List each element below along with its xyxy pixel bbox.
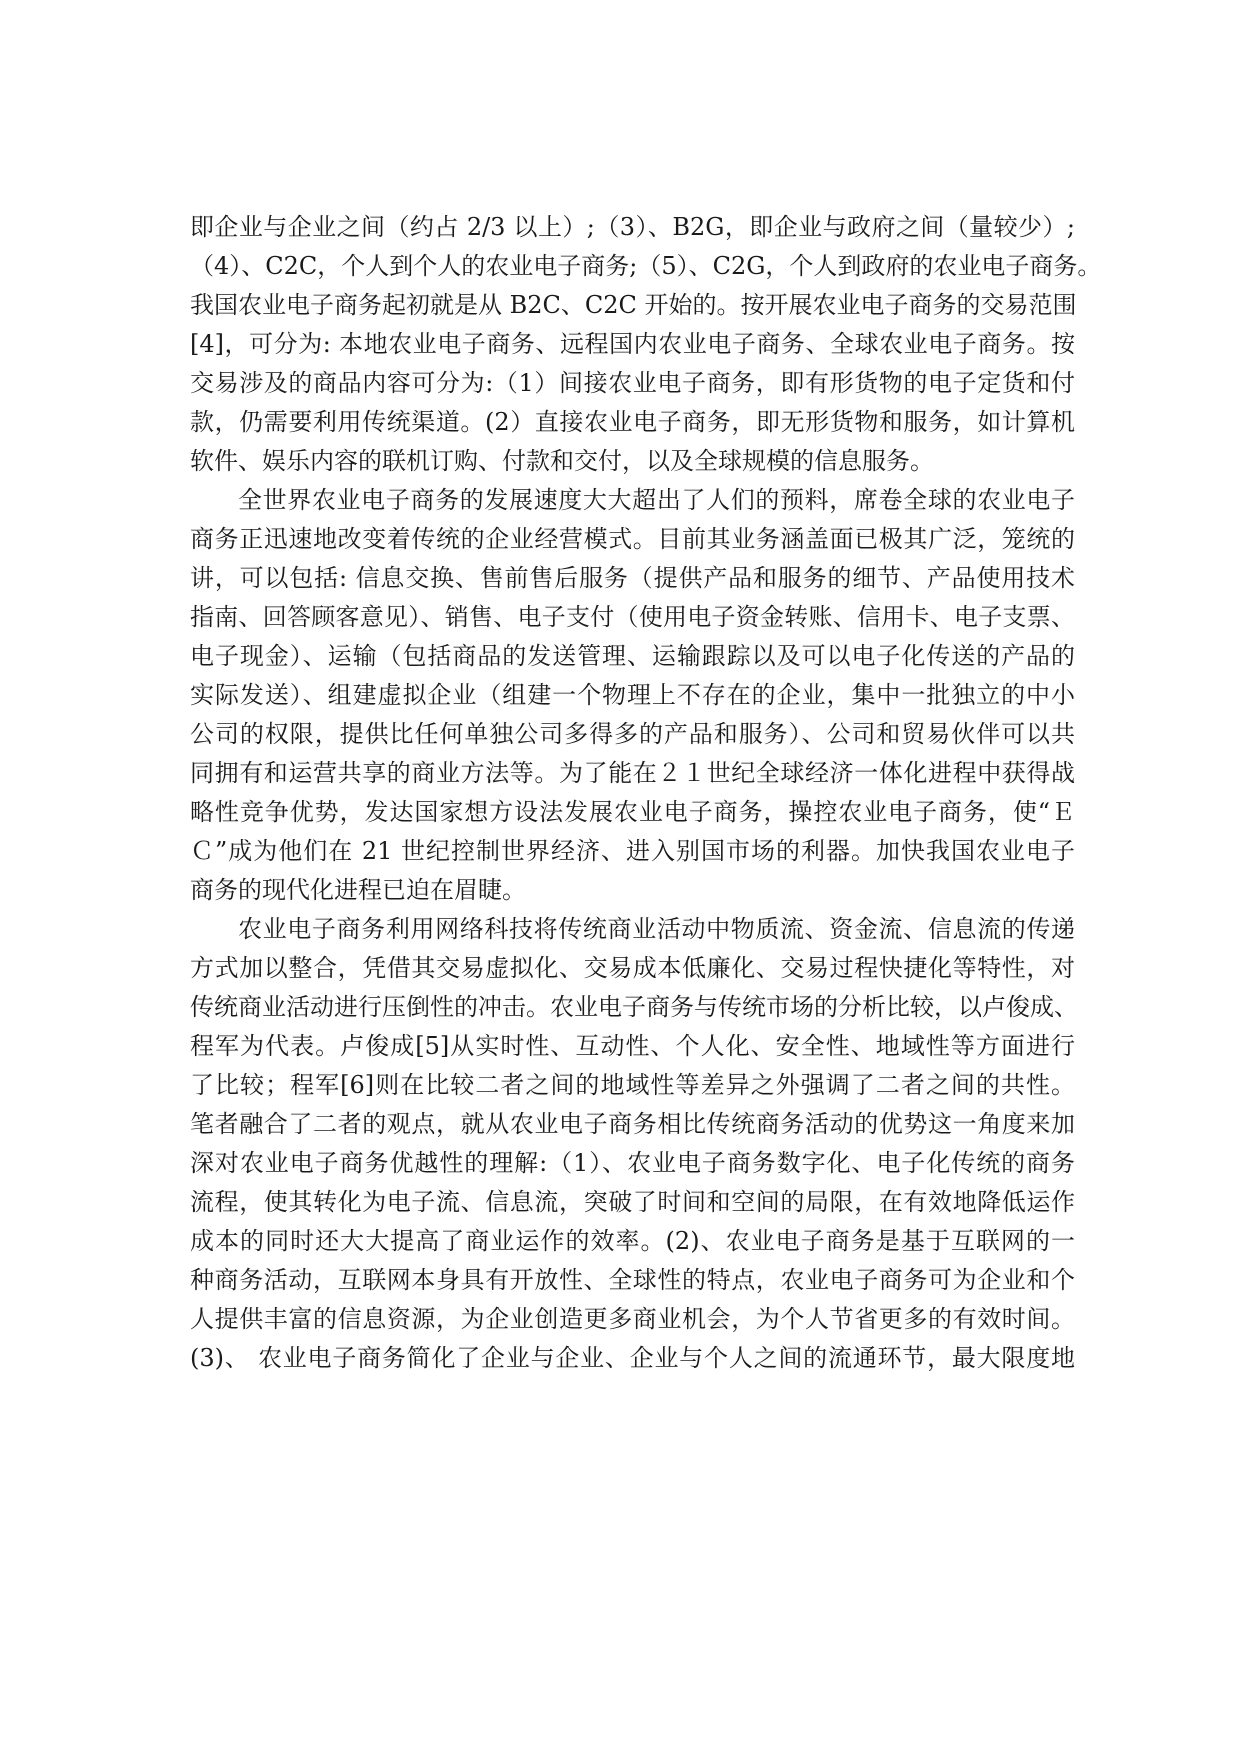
text-line: 我国农业电子商务起初就是从 B2C、C2C 开始的。按开展农业电子商务的交易范围 (190, 291, 1077, 319)
text-line: （4）、C2C，个人到个人的农业电子商务;（5）、C2G，个人到政府的农业电子商务。 (190, 252, 1102, 280)
text-line: 传统商业活动进行压倒性的冲击。农业电子商务与传统市场的分析比较，以卢俊成、 (190, 993, 1078, 1021)
text-line: 流程，使其转化为电子流、信息流，突破了时间和空间的局限，在有效地降低运作 (190, 1188, 1075, 1216)
text-line: 即企业与企业之间（约占 2/3 以上）;（3）、B2G，即企业与政府之间（量较少）; (190, 213, 1075, 241)
text-line: 商务正迅速地改变着传统的企业经营模式。目前其业务涵盖面已极其广泛，笼统的 (190, 525, 1075, 553)
text-line: 农业电子商务利用网络科技将传统商业活动中物质流、资金流、信息流的传递 (238, 915, 1075, 943)
text-line: 程军为代表。卢俊成[5]从实时性、互动性、个人化、安全性、地域性等方面进行 (190, 1032, 1075, 1060)
text-line: 同拥有和运营共享的商业方法等。为了能在２１世纪全球经济一体化进程中获得战 (190, 759, 1075, 787)
text-line: 商务的现代化进程已迫在眉睫。 (190, 876, 526, 904)
text-line: 软件、娱乐内容的联机订购、付款和交付，以及全球规模的信息服务。 (190, 447, 934, 475)
text-line: 电子现金）、运输（包括商品的发送管理、运输跟踪以及可以电子化传送的产品的 (190, 642, 1075, 670)
text-line: 讲，可以包括: 信息交换、售前售后服务（提供产品和服务的细节、产品使用技术 (190, 564, 1075, 592)
text-line: 成本的同时还大大提高了商业运作的效率。(2)、农业电子商务是基于互联网的一 (190, 1227, 1075, 1255)
text-line: Ｃ”成为他们在 21 世纪控制世界经济、进入别国市场的利器。加快我国农业电子 (190, 837, 1075, 865)
text-line: 交易涉及的商品内容可分为:（1）间接农业电子商务，即有形货物的电子定货和付 (190, 369, 1075, 397)
text-line: 公司的权限，提供比任何单独公司多得多的产品和服务）、公司和贸易伙伴可以共 (190, 720, 1075, 748)
text-line: 方式加以整合，凭借其交易虚拟化、交易成本低廉化、交易过程快捷化等特性，对 (190, 954, 1075, 982)
text-line: 人提供丰富的信息资源，为企业创造更多商业机会，为个人节省更多的有效时间。 (190, 1305, 1075, 1333)
text-line: 款，仍需要利用传统渠道。(2）直接农业电子商务，即无形货物和服务，如计算机 (190, 408, 1075, 436)
paragraph-3 (190, 910, 1078, 1378)
text-line: 略性竞争优势，发达国家想方设法发展农业电子商务，操控农业电子商务，使“Ｅ (190, 798, 1075, 826)
text-line: 深对农业电子商务优越性的理解:（1）、农业电子商务数字化、电子化传统的商务 (190, 1149, 1075, 1177)
text-line: [4]，可分为: 本地农业电子商务、远程国内农业电子商务、全球农业电子商务。按 (190, 330, 1075, 358)
text-line: (3)、 农业电子商务简化了企业与企业、企业与个人之间的流通环节，最大限度地 (190, 1344, 1075, 1372)
paragraph-1 (190, 208, 1102, 481)
text-line: 指南、回答顾客意见）、销售、电子支付（使用电子资金转账、信用卡、电子支票、 (190, 603, 1075, 631)
text-line: 种商务活动，互联网本身具有开放性、全球性的特点，农业电子商务可为企业和个 (190, 1266, 1075, 1294)
document-page (190, 208, 1102, 1378)
text-line: 全世界农业电子商务的发展速度大大超出了人们的预料，席卷全球的农业电子 (238, 486, 1075, 514)
text-line: 实际发送）、组建虚拟企业（组建一个物理上不存在的企业，集中一批独立的中小 (190, 681, 1075, 709)
text-line: 笔者融合了二者的观点，就从农业电子商务相比传统商务活动的优势这一角度来加 (190, 1110, 1075, 1138)
paragraph-2 (190, 481, 1075, 910)
text-line: 了比较；程军[6]则在比较二者之间的地域性等差异之外强调了二者之间的共性。 (190, 1071, 1075, 1099)
